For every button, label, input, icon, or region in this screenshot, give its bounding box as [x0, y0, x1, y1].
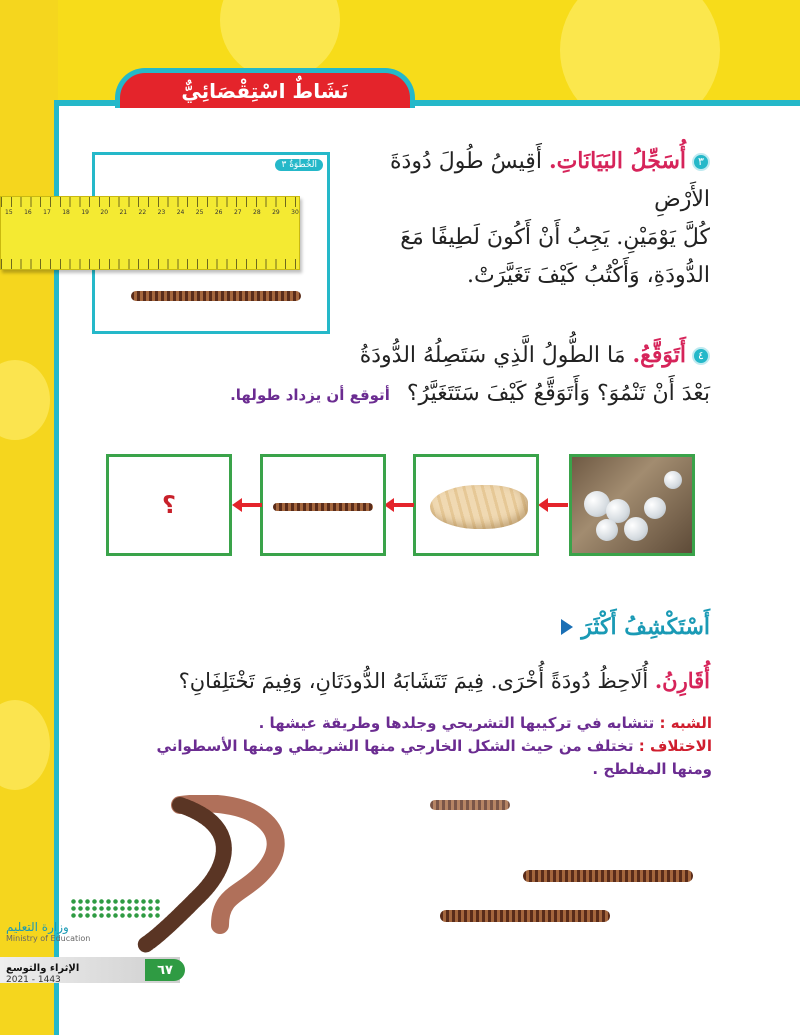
- compare-text: أُلَاحِظُ دُودَةً أُخْرَى. فِيمَ تَتَشَابَهُ الدُّودَتَانِ، وَفِيمَ تَخْتَلِفَانِ؟: [178, 669, 649, 693]
- arrow-left-icon: [232, 498, 262, 512]
- ruler-tick-label: 18: [62, 209, 70, 216]
- millipede-image: [131, 291, 301, 301]
- ruler-tick-label: 21: [119, 209, 128, 216]
- ministry-logo: [6, 920, 90, 943]
- arrow-left-icon: [538, 498, 568, 512]
- cycle-larva: [413, 454, 539, 556]
- ruler-tick-label: 24: [176, 209, 185, 216]
- left-decorative-strip: [0, 0, 58, 1035]
- arrow-left-icon: [384, 498, 414, 512]
- ruler-tick-label: 23: [157, 209, 166, 216]
- millipede-image: [430, 800, 510, 810]
- ruler-tick-label: 28: [253, 209, 261, 216]
- ruler-image: [0, 196, 300, 270]
- step4-paragraph: [150, 336, 710, 414]
- ruler-tick-label: 22: [138, 209, 147, 216]
- ruler-tick-label: 20: [100, 209, 109, 216]
- difference-text: تختلف من حيث الشكل الخارجي منها الشريطي ومنها الأسطواني: [156, 737, 634, 755]
- step3-line2: كُلَّ يَوْمَيْنِ. يَجِبُ أَنْ أَكُونَ لَطِيفًا مَعَ: [400, 225, 710, 250]
- ruler-tick-label: 15: [5, 209, 13, 216]
- section-title: نَشَاطٌ اسْتِقْصَائِيٌّ: [115, 68, 415, 108]
- ministry-name-ar: وزارة التعليم: [6, 920, 69, 934]
- ruler-tick-label: 17: [43, 209, 51, 216]
- ruler-tick-label: 26: [214, 209, 223, 216]
- page-number: ٦٧: [145, 959, 185, 981]
- earthworm-image: [120, 795, 380, 955]
- millipede-image: [523, 870, 693, 882]
- step4-line2: [150, 375, 710, 414]
- worm-image: [273, 503, 373, 511]
- step4-text-2: بَعْدَ أَنْ تَنْمُوَ؟ وَأَتَوَقَّعُ كَيْفَ سَتَتَغَيَّرُ؟: [406, 381, 710, 406]
- ministry-name-en: Ministry of Education: [6, 934, 91, 943]
- ruler-tick-label: 30: [291, 209, 299, 216]
- explore-more-heading: [561, 614, 710, 640]
- edition-year: 2021 - 1443: [6, 975, 61, 985]
- step3-line1: [340, 142, 710, 219]
- difference-answer: [92, 737, 712, 755]
- edition-label: الإثراء والتوسع: [6, 963, 80, 974]
- step3-line3: الدُّودَةِ، وَأَكْتُبُ كَيْفَ تَغَيَّرَتْ.: [467, 263, 710, 288]
- ruler-tick-label: 27: [233, 209, 242, 216]
- step4-answer: أتوقع أن يزداد طولها.: [230, 386, 390, 404]
- cycle-eggs: [569, 454, 695, 556]
- triangle-pointer-icon: [561, 619, 573, 635]
- difference-label: الاختلاف :: [638, 737, 712, 755]
- step3-photo-tag: الخُطْوَةُ ٣: [275, 159, 323, 171]
- similarity-label: الشبه :: [659, 714, 712, 732]
- step4-keyword: أَتَوَقَّعُ.: [632, 342, 686, 368]
- step3-paragraph: [340, 142, 710, 295]
- explore-heading-text: أَسْتَكْشِفُ أَكْثَرَ: [581, 614, 710, 640]
- cycle-unknown: [106, 454, 232, 556]
- cycle-worm: [260, 454, 386, 556]
- step3-keyword: أُسَجِّلُ البَيَانَاتِ.: [548, 148, 686, 174]
- step4-line1: [150, 336, 710, 375]
- vision-logo-dots: [70, 898, 160, 918]
- similarity-text: تتشابه في تركيبها التشريحي وجلدها وطريقة عيشها .: [258, 714, 655, 732]
- ruler-tick-label: 29: [272, 209, 280, 216]
- ruler-numbers: [5, 209, 299, 216]
- step3-number: ٣: [692, 153, 710, 171]
- ruler-tick-label: 19: [81, 209, 89, 216]
- ruler-tick-label: 16: [24, 209, 32, 216]
- compare-keyword: أُقَارِنُ.: [654, 668, 710, 693]
- ruler-ticks-bottom: [1, 259, 299, 269]
- eggs-image: [572, 457, 692, 553]
- similarity-answer: [92, 714, 712, 732]
- compare-paragraph: [90, 662, 710, 700]
- millipede-image: [440, 910, 610, 922]
- step4-text-1: مَا الطُّولُ الَّذِي سَتَصِلُهُ الدُّودَةُ: [359, 343, 626, 368]
- ruler-tick-label: 25: [195, 209, 204, 216]
- step3-text-1: أَقِيسُ طُولَ دُودَةَ الأَرْضِ: [390, 149, 710, 212]
- step4-number: ٤: [692, 347, 710, 365]
- larva-image: [430, 485, 528, 529]
- difference-answer-line2: ومنها المفلطح .: [592, 760, 712, 778]
- question-mark: ؟: [162, 491, 176, 519]
